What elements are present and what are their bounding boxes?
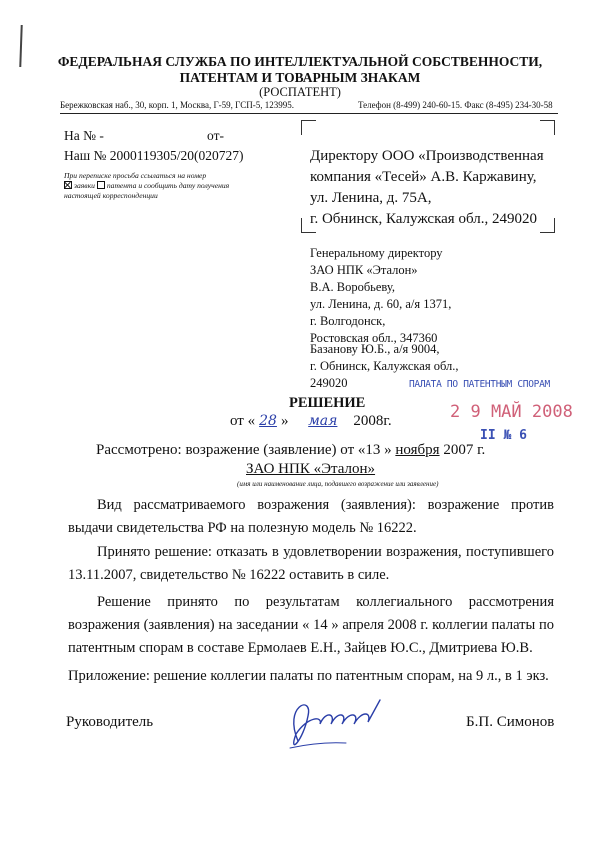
copy1-line: г. Волгодонск,: [310, 314, 386, 328]
note-patent-label: патента и сообщить дату получения: [106, 181, 230, 190]
note-line2: [64, 181, 254, 191]
signatory-name: Б.П. Симонов: [466, 714, 555, 730]
window-corner-tl: [301, 120, 316, 135]
note-line1: При переписке просьба ссылаться на номер: [64, 171, 207, 180]
window-corner-tr: [540, 120, 555, 135]
considered-text: Рассмотрено: возражение (заявление) от «13 »: [96, 442, 392, 458]
correspondence-note: [64, 171, 254, 201]
objecting-party: ЗАО НПК «Эталон»: [246, 461, 376, 477]
date-close-quote: »: [280, 413, 289, 429]
registration-number-stamp: II № 6: [480, 428, 527, 443]
org-phones: Телефон (8-499) 240-60-15. Факс (8-495) 234-30-58: [358, 100, 553, 110]
paragraph-text: Принято решение: отказать в удовлетворении возражения, поступившего 13.11.2007, свидетельство № 16222 оставить в силе.: [68, 544, 554, 583]
org-short-name: (РОСПАТЕНТ): [259, 85, 341, 99]
signature: [268, 686, 398, 766]
recipient-line: ул. Ленина, д. 75А,: [310, 190, 432, 206]
signatory-role: Руководитель: [66, 714, 154, 730]
org-name-line1: ФЕДЕРАЛЬНАЯ СЛУЖБА ПО ИНТЕЛЛЕКТУАЛЬНОЙ СОБСТВЕННОСТИ,: [57, 54, 543, 69]
paragraph-text: Решение принято по результатам коллегиального рассмотрения возражения (заявления) на заседании « 14 » апреля 2008 г. коллегии палаты по патентным спорам в составе Ермолаев Е.Н., Зайцев Ю.С., Дмитриева Ю.В.: [68, 594, 554, 656]
checkbox-patent: [97, 181, 105, 189]
copy1-line: ул. Ленина, д. 60, а/я 1371,: [310, 297, 452, 311]
date-prefix: от «: [230, 413, 256, 429]
org-name-line2: ПАТЕНТАМ И ТОВАРНЫМ ЗНАКАМ: [179, 70, 421, 85]
copy2-line: г. Обнинск, Калужская обл.,: [310, 359, 459, 373]
copy2-line: 249020: [310, 376, 348, 390]
copy-recipient-1: [310, 245, 451, 347]
recipient-line: компания «Тесей» А.В. Каржавину,: [310, 169, 537, 185]
header-rule: [60, 113, 558, 114]
party-caption: (имя или наименование лица, подавшего возражение или заявление): [237, 480, 439, 488]
date-month: мая: [308, 413, 338, 429]
their-ref-date: от-: [207, 128, 224, 143]
paragraph-decision: [68, 541, 554, 587]
checkbox-application-checked: [64, 181, 72, 189]
paragraph-appendix: Приложение: решение коллегии палаты по патентным спорам, на 9 л., в 1 экз.: [68, 668, 549, 684]
date-day: 28: [259, 413, 277, 429]
paragraph-text: Вид рассматриваемого возражения (заявления): возражение против выдачи свидетельства РФ на полезную модель № 16222.: [68, 497, 554, 536]
decision-date: [230, 413, 392, 430]
copy1-line: Ростовская обл., 347360: [310, 331, 438, 345]
chamber-stamp: ПАЛАТА ПО ПАТЕНТНЫМ СПОРАМ: [409, 379, 550, 390]
copy1-line: Генеральному директору: [310, 246, 443, 260]
our-ref: Наш № 2000119305/20(020727): [64, 148, 244, 163]
paragraph-objection-type: [68, 494, 554, 540]
recipient-line: г. Обнинск, Калужская обл., 249020: [310, 211, 537, 227]
org-address: Бережковская наб., 30, корп. 1, Москва, Г-59, ГСП-5, 123995.: [60, 100, 295, 110]
note-application-label: заявки: [74, 181, 95, 190]
recipient-address: [310, 146, 544, 230]
their-ref: На № -: [64, 128, 104, 143]
note-line3: настоящей корреспонденции: [64, 191, 158, 200]
considered-year: 2007 г.: [443, 442, 486, 458]
copy2-line: Базанову Ю.Б., а/я 9004,: [310, 342, 440, 356]
considered-line: [96, 442, 485, 459]
decision-title: РЕШЕНИЕ: [289, 395, 366, 411]
considered-month: ноября: [395, 442, 440, 458]
recipient-line: Директору ООО «Производственная: [310, 148, 544, 164]
paragraph-collegium: [68, 591, 554, 660]
date-year: 2008г.: [353, 413, 392, 429]
received-date-stamp: 2 9 МАЙ 2008: [450, 402, 573, 422]
copy1-line: В.А. Воробьеву,: [310, 280, 396, 294]
copy1-line: ЗАО НПК «Эталон»: [310, 263, 418, 277]
